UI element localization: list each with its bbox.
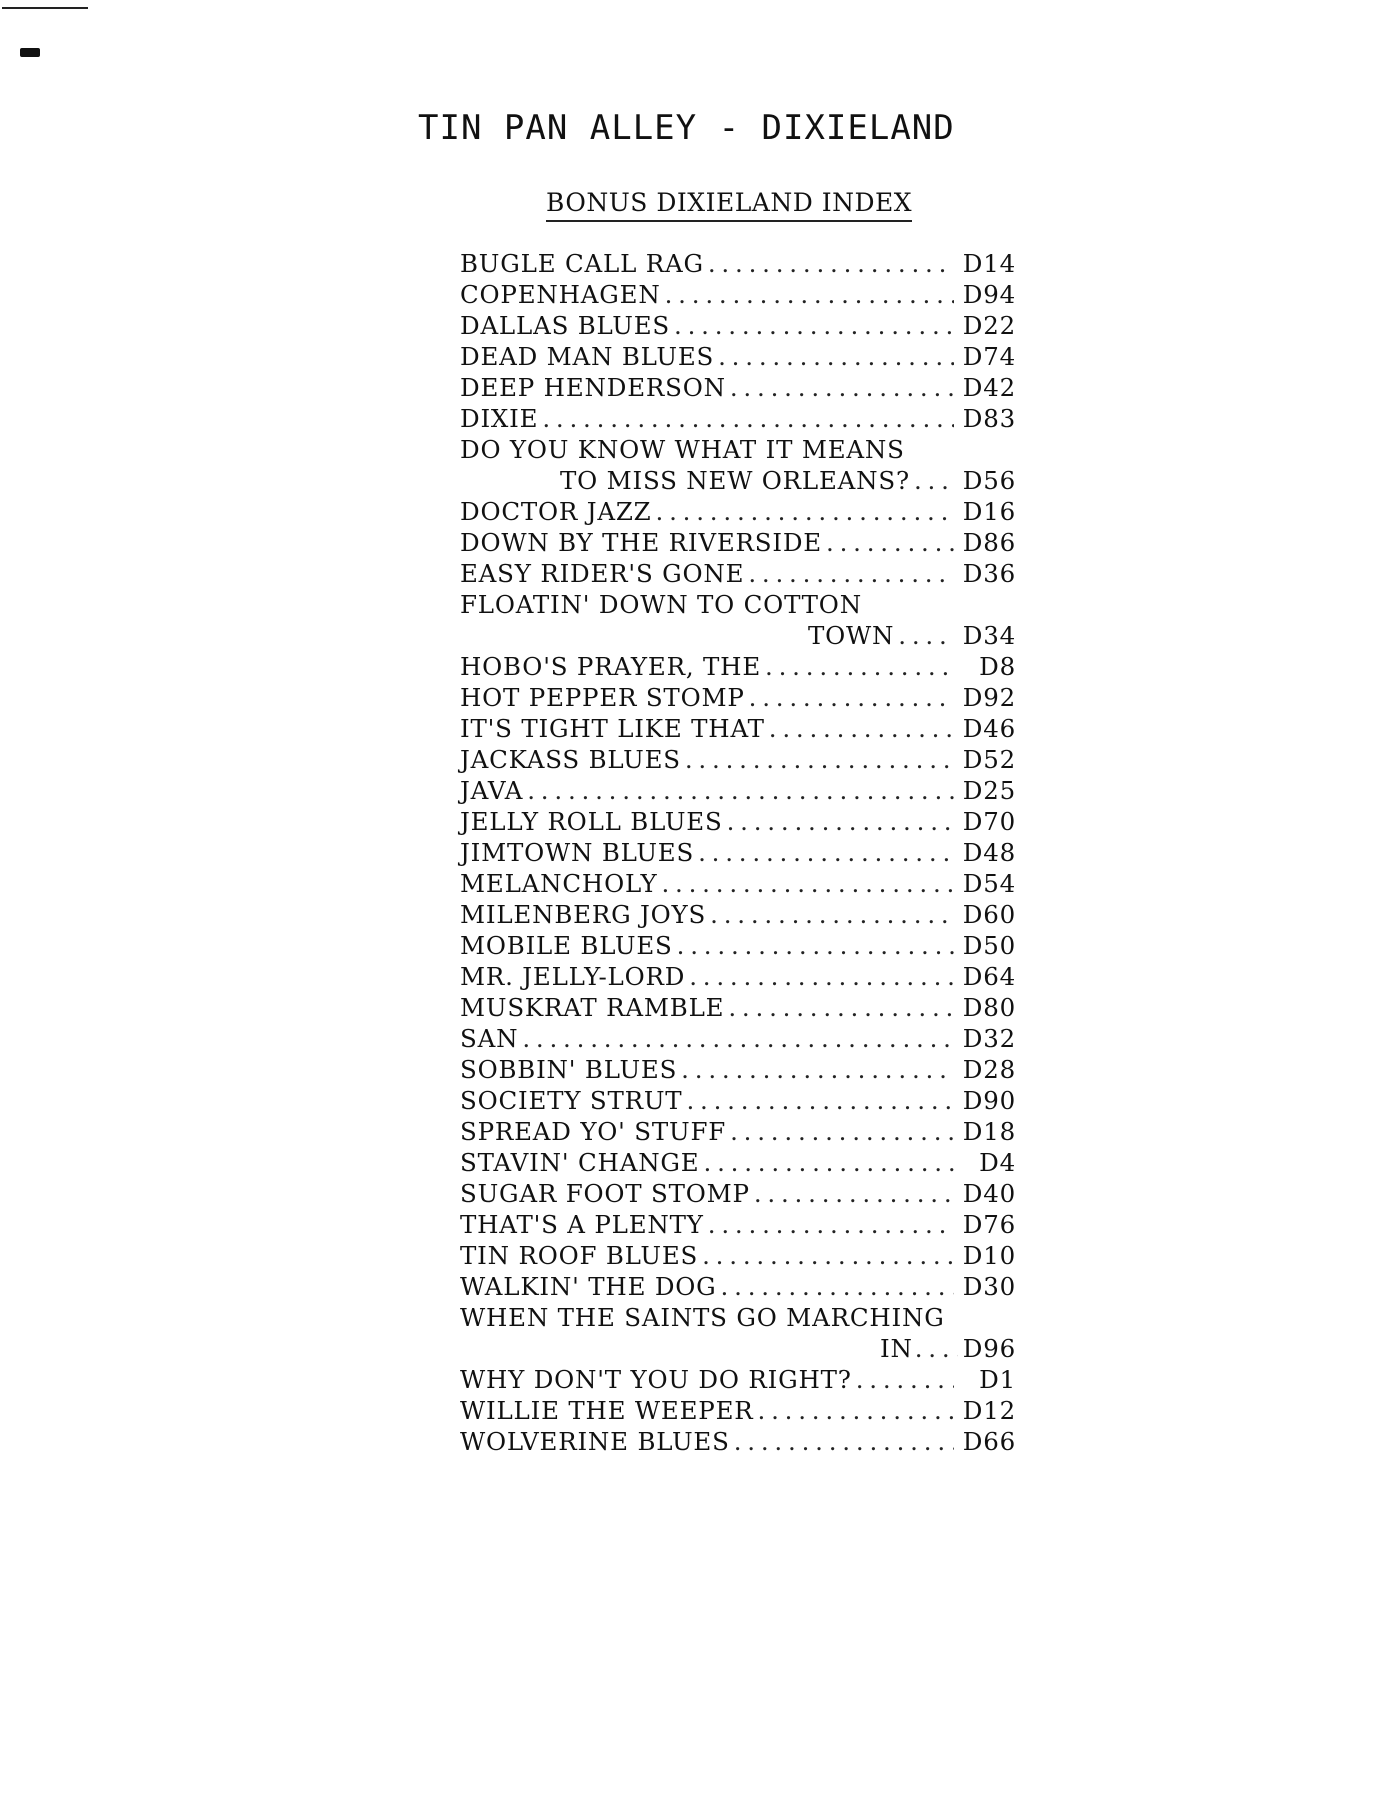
dot-leader — [765, 651, 954, 682]
entry-title: JACKASS BLUES — [460, 745, 681, 774]
entry-page: D60 — [962, 900, 1016, 929]
index-entry — [460, 279, 1016, 310]
entry-title: TOWN — [808, 621, 895, 650]
index-entry — [460, 775, 1016, 806]
entry-title: COPENHAGEN — [460, 280, 661, 309]
entry-page: D36 — [962, 559, 1016, 588]
entry-page: D96 — [962, 1334, 1016, 1363]
index-entry — [460, 651, 1016, 682]
dot-leader — [754, 1178, 954, 1209]
entry-page: D34 — [962, 621, 1016, 650]
index-entry — [460, 341, 1016, 372]
dot-leader — [730, 372, 954, 403]
entry-page: D1 — [979, 1365, 1016, 1394]
entry-title: DALLAS BLUES — [460, 311, 670, 340]
entry-title: DEAD MAN BLUES — [460, 342, 715, 371]
entry-title: JIMTOWN BLUES — [460, 838, 695, 867]
entry-title: STAVIN' CHANGE — [460, 1148, 700, 1177]
dot-leader — [914, 465, 954, 496]
page-title: TIN PAN ALLEY - DIXIELAND — [418, 108, 955, 148]
entry-page: D66 — [962, 1427, 1016, 1456]
index-entry-continuation — [460, 620, 1016, 651]
dot-leader — [730, 1116, 954, 1147]
entry-title: TIN ROOF BLUES — [460, 1241, 699, 1270]
entry-page: D90 — [962, 1086, 1016, 1115]
entry-page: D18 — [962, 1117, 1016, 1146]
index-entry — [460, 682, 1016, 713]
index-entry — [460, 496, 1016, 527]
entry-page: D83 — [962, 404, 1016, 433]
index-entry — [460, 961, 1016, 992]
entry-title: IT'S TIGHT LIKE THAT — [460, 714, 765, 743]
entry-page: D92 — [962, 683, 1016, 712]
index-entry — [460, 1209, 1016, 1240]
entry-page: D56 — [962, 466, 1016, 495]
entry-page: D25 — [962, 776, 1016, 805]
index-entry — [460, 527, 1016, 558]
entry-page: D32 — [962, 1024, 1016, 1053]
index-entry — [460, 1395, 1016, 1426]
dot-leader — [728, 992, 954, 1023]
index-entry-first-line — [460, 1302, 1016, 1333]
dot-leader — [689, 961, 954, 992]
entry-page: D70 — [962, 807, 1016, 836]
dot-leader — [656, 496, 955, 527]
index-entry — [460, 992, 1016, 1023]
dot-leader — [856, 1364, 954, 1395]
dot-leader — [674, 310, 954, 341]
index-entry — [460, 1178, 1016, 1209]
dot-leader — [710, 899, 954, 930]
dot-leader — [681, 1054, 954, 1085]
entry-title: WALKIN' THE DOG — [460, 1272, 717, 1301]
entry-page: D46 — [962, 714, 1016, 743]
entry-title: WHY DON'T YOU DO RIGHT? — [460, 1365, 852, 1394]
dot-leader — [698, 837, 954, 868]
entry-page: D28 — [962, 1055, 1016, 1084]
entry-title: MOBILE BLUES — [460, 931, 673, 960]
dot-leader — [661, 868, 954, 899]
entry-page: D52 — [962, 745, 1016, 774]
index-entry-first-line — [460, 589, 1016, 620]
index-entry — [460, 1023, 1016, 1054]
entry-title: MR. JELLY-LORD — [460, 962, 686, 991]
dot-leader — [527, 775, 954, 806]
index-entry — [460, 1116, 1016, 1147]
dot-leader — [685, 744, 954, 775]
entry-title: FLOATIN' DOWN TO COTTON — [460, 590, 862, 619]
index-entry — [460, 806, 1016, 837]
dot-leader — [749, 682, 954, 713]
index-entry — [460, 1240, 1016, 1271]
index-entry-continuation — [460, 1333, 1016, 1364]
entry-title: DOCTOR JAZZ — [460, 497, 652, 526]
entry-page: D4 — [979, 1148, 1016, 1177]
entry-title: SOBBIN' BLUES — [460, 1055, 678, 1084]
dot-leader — [708, 248, 954, 279]
index-entry — [460, 248, 1016, 279]
entry-page: D42 — [962, 373, 1016, 402]
entry-title: DEEP HENDERSON — [460, 373, 726, 402]
dot-leader — [522, 1023, 954, 1054]
index-entry-continuation — [460, 465, 1016, 496]
entry-title: WOLVERINE BLUES — [460, 1427, 730, 1456]
index-entry — [460, 744, 1016, 775]
index-entry — [460, 1364, 1016, 1395]
dot-leader — [915, 1333, 958, 1364]
entry-title: WHEN THE SAINTS GO MARCHING — [460, 1303, 945, 1332]
entry-title: THAT'S A PLENTY — [460, 1210, 704, 1239]
dot-leader — [758, 1395, 955, 1426]
entry-page: D8 — [979, 652, 1016, 681]
entry-page: D86 — [962, 528, 1016, 557]
entry-page: D94 — [962, 280, 1016, 309]
dot-leader — [769, 713, 954, 744]
index-entry — [460, 1271, 1016, 1302]
index-entry — [460, 930, 1016, 961]
entry-title: JELLY ROLL BLUES — [460, 807, 723, 836]
index-entry — [460, 403, 1016, 434]
entry-title: EASY RIDER'S GONE — [460, 559, 745, 588]
entry-title: HOBO'S PRAYER, THE — [460, 652, 762, 681]
index-entry — [460, 868, 1016, 899]
dot-leader — [727, 806, 954, 837]
dot-leader — [708, 1209, 954, 1240]
entry-page: D74 — [962, 342, 1016, 371]
dot-leader — [734, 1426, 954, 1457]
index-entry — [460, 1054, 1016, 1085]
corner-mark — [20, 48, 40, 57]
index-heading: BONUS DIXIELAND INDEX — [546, 188, 912, 222]
index-entry — [460, 837, 1016, 868]
entry-title: HOT PEPPER STOMP — [460, 683, 745, 712]
index-entry — [460, 558, 1016, 589]
entry-title: JAVA — [460, 776, 524, 805]
entry-title: IN — [880, 1334, 913, 1363]
entry-page: D54 — [962, 869, 1016, 898]
index-list — [460, 248, 1016, 1457]
index-entry — [460, 372, 1016, 403]
dot-leader — [542, 403, 954, 434]
dot-leader — [898, 620, 954, 651]
entry-title: SOCIETY STRUT — [460, 1086, 683, 1115]
entry-title: SAN — [460, 1024, 519, 1053]
dot-leader — [718, 341, 954, 372]
entry-page: D80 — [962, 993, 1016, 1022]
index-entry — [460, 310, 1016, 341]
entry-title: MUSKRAT RAMBLE — [460, 993, 725, 1022]
index-entry-first-line — [460, 434, 1016, 465]
entry-page: D64 — [962, 962, 1016, 991]
entry-page: D48 — [962, 838, 1016, 867]
entry-page: D30 — [962, 1272, 1016, 1301]
index-entry — [460, 1147, 1016, 1178]
entry-page: D22 — [962, 311, 1016, 340]
dot-leader — [677, 930, 954, 961]
dot-leader — [704, 1147, 955, 1178]
dot-leader — [721, 1271, 954, 1302]
dot-leader — [748, 558, 954, 589]
corner-rule — [2, 7, 88, 9]
entry-title: DIXIE — [460, 404, 539, 433]
entry-title: MILENBERG JOYS — [460, 900, 707, 929]
entry-page: D16 — [962, 497, 1016, 526]
entry-page: D12 — [962, 1396, 1016, 1425]
dot-leader — [686, 1085, 954, 1116]
entry-title: TO MISS NEW ORLEANS? — [560, 466, 910, 495]
index-entry — [460, 1085, 1016, 1116]
entry-title: SPREAD YO' STUFF — [460, 1117, 727, 1146]
entry-title: SUGAR FOOT STOMP — [460, 1179, 750, 1208]
entry-title: BUGLE CALL RAG — [460, 249, 704, 278]
index-entry — [460, 713, 1016, 744]
entry-title: WILLIE THE WEEPER — [460, 1396, 754, 1425]
entry-page: D40 — [962, 1179, 1016, 1208]
entry-title: MELANCHOLY — [460, 869, 658, 898]
index-entry — [460, 1426, 1016, 1457]
dot-leader — [665, 279, 954, 310]
entry-title: DOWN BY THE RIVERSIDE — [460, 528, 822, 557]
entry-page: D50 — [962, 931, 1016, 960]
entry-page: D10 — [962, 1241, 1016, 1270]
dot-leader — [826, 527, 954, 558]
index-entry — [460, 899, 1016, 930]
dot-leader — [702, 1240, 954, 1271]
entry-title: DO YOU KNOW WHAT IT MEANS — [460, 435, 905, 464]
entry-page: D14 — [962, 249, 1016, 278]
entry-page: D76 — [962, 1210, 1016, 1239]
